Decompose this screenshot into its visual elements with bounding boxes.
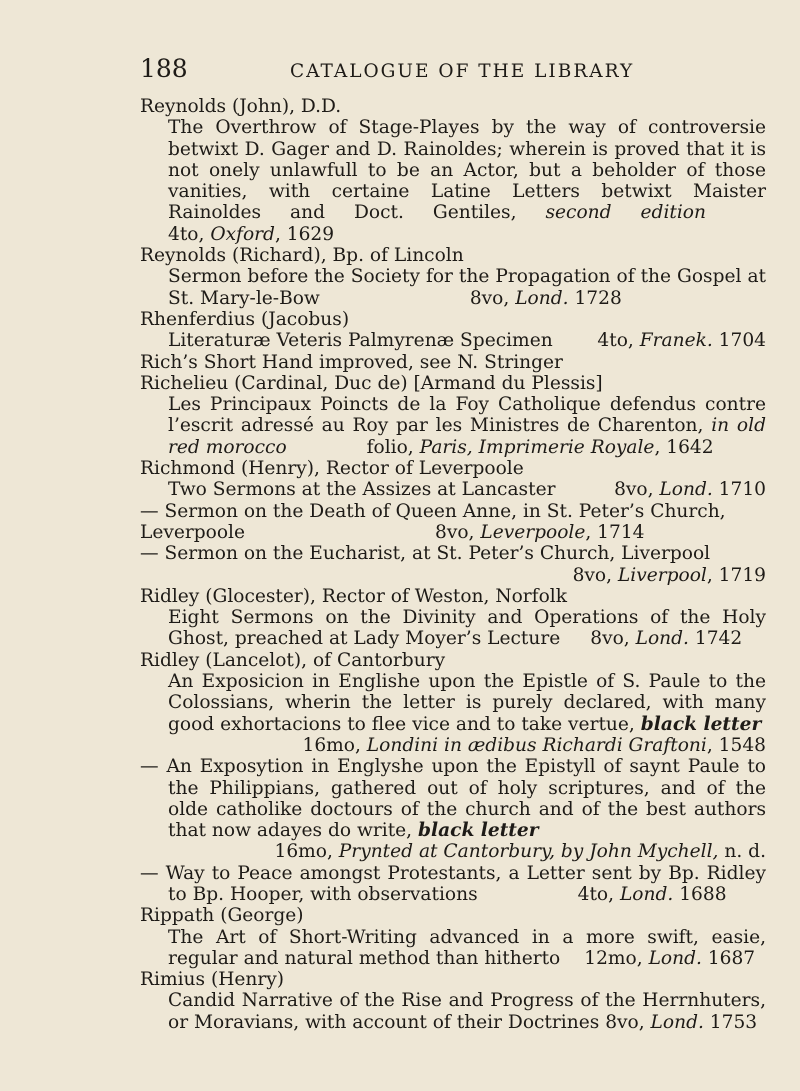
entry-title-block	[168, 927, 766, 970]
catalogue-entry	[140, 650, 766, 756]
entry-title-block	[168, 671, 766, 735]
catalogue-entry	[140, 586, 766, 650]
entry-note: black letter	[418, 820, 539, 842]
entry-note: black letter	[640, 713, 762, 735]
entry-heading: Ridley (Lancelot), of Cantorbury	[140, 649, 446, 671]
entry-imprint: 8vo, Lond. 1728	[469, 287, 622, 309]
page-header	[140, 54, 760, 90]
entry-heading-block	[140, 756, 766, 841]
entry-title: The Art of Short-Writing advanced in a more swift, easie, regular and natural method than hitherto	[168, 926, 766, 969]
entry-imprint: 4to, Oxford, 1629	[168, 223, 335, 245]
entry-title-block	[168, 607, 766, 650]
catalogue-entry	[140, 352, 766, 373]
catalogue-entries	[140, 96, 766, 1033]
entry-note: second edition	[545, 202, 706, 224]
entry-title-block	[168, 266, 766, 309]
entry-title: Literaturæ Veteris Palmyrenæ Specimen	[168, 330, 553, 352]
entry-title: Les Principaux Poincts de la Foy Catholique defendus contre l’escrit adressé au Roy par les Ministres de Charenton,	[168, 394, 766, 437]
entry-heading: Reynolds (Richard), Bp. of Lincoln	[140, 245, 464, 267]
entry-title-block	[168, 479, 766, 500]
entry-title: The Overthrow of Stage-Playes by the way of controversie betwixt D. Gager and D. Rainoldes; wherein is proved that it is not onely unlawfull to be an Actor, but a beholder of those vanities, with certaine Latine Letters betwixt Maister Rainoldes and Doct. Gentiles,	[168, 117, 766, 224]
entry-title: Sermon before the Society for the Propagation of the Gospel at St. Mary-le-Bow	[168, 266, 766, 309]
entry-imprint: 4to, Franek. 1704	[597, 330, 766, 352]
entry-imprint: 16mo, Londini in ædibus Richardi Graftoni, 1548	[302, 734, 766, 756]
catalogue-entry	[140, 501, 766, 544]
entry-title-block	[168, 394, 766, 458]
catalogue-entry	[140, 756, 766, 862]
entry-heading: — Way to Peace amongst Protestants, a Letter sent by Bp. Ridley to Bp. Hooper, with observations	[140, 862, 766, 905]
entry-heading: Rhenferdius (Jacobus)	[140, 308, 350, 330]
catalogue-entry	[140, 543, 766, 586]
catalogue-entry	[140, 309, 766, 352]
entry-heading: Rimius (Henry)	[140, 969, 285, 991]
catalogue-entry	[140, 96, 766, 245]
entry-heading: Ridley (Glocester), Rector of Weston, Norfolk	[140, 585, 567, 607]
entry-heading: Rippath (George)	[140, 905, 304, 927]
entry-imprint: 8vo, Lond. 1742	[590, 628, 743, 650]
entry-imprint: 8vo, Leverpoole, 1714	[435, 521, 645, 543]
entry-heading: — Sermon on the Eucharist, at St. Peter’s Church, Liverpool	[140, 543, 711, 565]
catalogue-entry	[140, 458, 766, 501]
entry-imprint: 16mo, Prynted at Cantorbury, by John Mychell, n. d.	[274, 841, 766, 863]
entry-heading: — Sermon on the Death of Queen Anne, in St. Peter’s Church, Leverpoole	[140, 500, 726, 543]
entry-title-block	[168, 117, 766, 245]
entry-imprint: 8vo, Lond. 1753	[605, 1011, 758, 1033]
catalogue-entry	[140, 905, 766, 969]
entry-heading: Rich’s Short Hand improved, see N. Stringer	[140, 351, 563, 373]
entry-title: Eight Sermons on the Divinity and Operations of the Holy Ghost, preached at Lady Moyer’s Lecture	[168, 607, 766, 650]
entry-heading-block	[140, 863, 766, 906]
entry-imprint: 4to, Lond. 1688	[577, 883, 727, 905]
catalogue-entry	[140, 373, 766, 458]
entry-title-block	[168, 990, 766, 1033]
catalogue-entry	[140, 245, 766, 309]
entry-heading: Richelieu (Cardinal, Duc de) [Armand du Plessis]	[140, 372, 603, 394]
entry-title: An Exposicion in Englishe upon the Epistle of S. Paule to the Colossians, wherin the letter is purely declared, with many good exhortacions to flee vice and to take vertue,	[168, 671, 766, 735]
running-head: CATALOGUE OF THE LIBRARY	[290, 61, 635, 82]
entry-title-block	[168, 330, 766, 351]
entry-heading: Richmond (Henry), Rector of Leverpoole	[140, 458, 524, 480]
entry-imprint: 8vo, Lond. 1710	[614, 479, 766, 501]
entry-heading-block	[140, 501, 766, 544]
entry-title: Two Sermons at the Assizes at Lancaster	[168, 479, 556, 501]
entry-imprint: 12mo, Lond. 1687	[584, 947, 756, 969]
entry-note: in old red morocco	[168, 415, 766, 458]
entry-title: Candid Narrative of the Rise and Progress of the Herrnhuters, or Moravians, with account of their Doctrines	[168, 990, 766, 1033]
entry-imprint: 8vo, Liverpool, 1719	[572, 564, 766, 586]
catalogue-entry	[140, 863, 766, 906]
entry-heading: — An Exposytion in Englyshe upon the Epistyll of saynt Paule to the Philippians, gathered out of holy scriptures, and of the olde catholike doctours of the church and of the best authors that now adayes do write,	[140, 756, 766, 842]
catalogue-entry	[140, 969, 766, 1033]
page-number: 188	[140, 54, 188, 83]
entry-heading: Reynolds (John), D.D.	[140, 96, 342, 117]
entry-imprint: folio, Paris, Imprimerie Royale, 1642	[366, 436, 714, 458]
